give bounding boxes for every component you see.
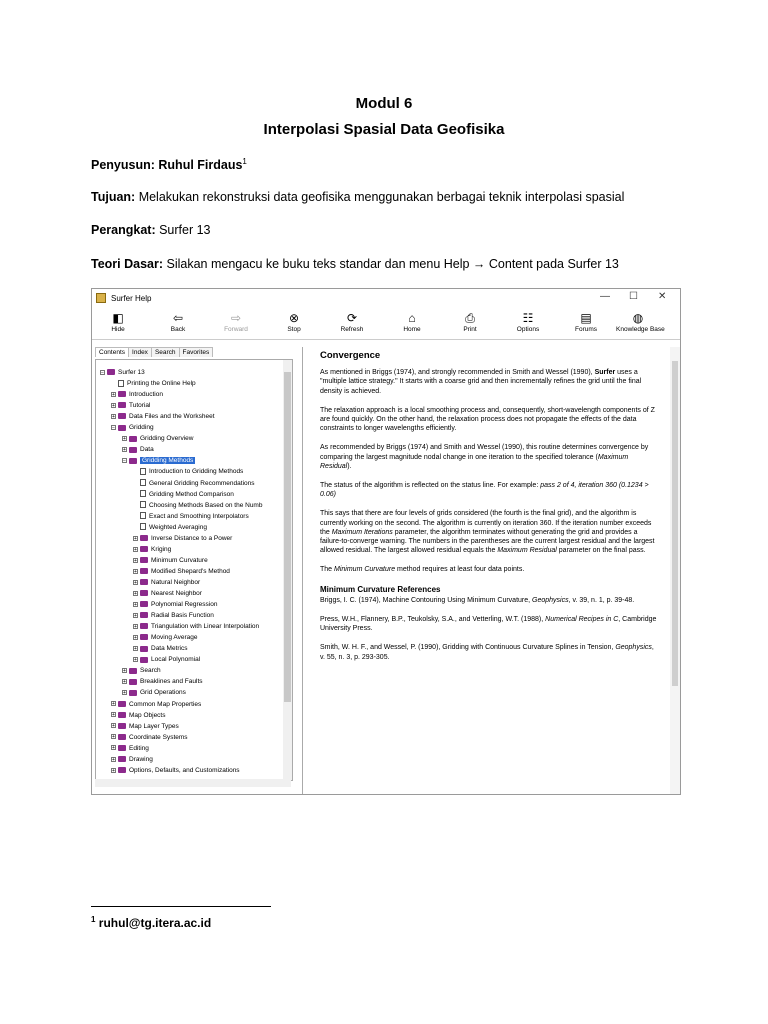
tree-item-label: Inverse Distance to a Power — [151, 534, 233, 542]
help-page-icon — [140, 490, 146, 497]
book-icon — [140, 623, 148, 629]
tree-item-label: Common Map Properties — [129, 700, 202, 708]
help-content-pane — [304, 347, 680, 794]
forward-arrow-icon: ⇨ — [230, 311, 242, 325]
contents-tree[interactable] — [95, 359, 293, 781]
book-icon — [118, 723, 126, 729]
tree-item-label: Data Metrics — [151, 645, 188, 653]
tree-item-label: Surfer 13 — [118, 369, 145, 376]
toolbar-knowledge-base-button[interactable] — [616, 311, 665, 335]
footnote-divider — [91, 906, 271, 907]
tree-item[interactable] — [111, 733, 188, 742]
tree-item-label: Gridding Overview — [140, 435, 194, 443]
toolbar-button-label: Knowledge Base — [616, 326, 665, 333]
tab-search[interactable]: Search — [151, 347, 180, 357]
close-button[interactable]: ✕ — [658, 291, 667, 302]
tree-item[interactable] — [133, 523, 207, 532]
help-page-icon — [140, 479, 146, 486]
tree-item-label: Kriging — [151, 545, 172, 553]
expand-icon[interactable]: + — [134, 657, 137, 664]
book-icon — [118, 391, 126, 397]
author-label: Penyusun: — [91, 158, 155, 173]
tree-item-label: Gridding Methods — [142, 457, 194, 465]
tree-item-label: Grid Operations — [140, 689, 186, 697]
book-icon — [129, 447, 137, 453]
tree-item-label: Tutorial — [129, 402, 151, 410]
book-icon — [118, 712, 126, 718]
toolbar-button-label: Print — [463, 326, 477, 333]
book-icon — [129, 668, 137, 674]
forums-icon: ▤ — [580, 311, 592, 325]
theory-line — [91, 257, 619, 271]
help-article — [320, 351, 660, 672]
tab-index[interactable]: Index — [128, 347, 152, 357]
toolbar-button-label: Forward — [224, 326, 248, 333]
book-icon — [140, 535, 148, 541]
toolbar-options-button[interactable] — [506, 311, 550, 335]
tree-item[interactable] — [111, 379, 196, 388]
collapse-icon[interactable]: − — [123, 458, 126, 465]
goal-text: Melakukan rekonstruksi data geofisika menggunakan berbagai teknik interpolasi spasial — [138, 190, 625, 204]
expand-icon[interactable]: + — [134, 646, 137, 653]
tree-item[interactable] — [122, 434, 193, 443]
tree-horizontal-scrollbar[interactable] — [95, 779, 291, 787]
tree-item-label: Minimum Curvature — [151, 556, 208, 564]
tree-item-label: Search — [140, 667, 161, 675]
tree-item[interactable] — [111, 390, 163, 399]
tree-item[interactable] — [111, 700, 201, 709]
help-page-icon — [140, 523, 146, 530]
toolbar-back-button[interactable] — [156, 311, 200, 335]
reference-1: Briggs, I. C. (1974), Machine Contouring Using Minimum Curvature, Geophysics, v. 39, n. 1, p. 39-48. — [320, 596, 635, 604]
book-icon — [118, 745, 126, 751]
minimize-button[interactable]: — — [600, 291, 610, 302]
book-icon — [140, 579, 148, 585]
paragraph-2: The relaxation approach is a local smoothing process and, consequently, short-wavelength components of Z are found quickly. On the other hand, the relaxation process does not propagate the effects of the data constraints to longer wavelengths efficiently. — [320, 406, 655, 433]
book-icon — [140, 612, 148, 618]
tree-item-label: Data — [140, 446, 154, 454]
footnote: $^1$ ruhul@tg.itera.ac.id — [91, 915, 212, 930]
book-icon — [140, 590, 148, 596]
tree-item[interactable] — [133, 479, 255, 488]
window-title: Surfer Help — [111, 294, 152, 303]
refresh-icon: ⟳ — [346, 311, 358, 325]
author-footnote-ref: 1 — [242, 157, 247, 166]
tool-label: Perangkat: — [91, 223, 156, 237]
tree-item[interactable] — [133, 545, 171, 554]
expand-icon[interactable]: + — [134, 579, 137, 586]
reference-3: Smith, W. H. F., and Wessel, P. (1990), Gridding with Continuous Curvature Splines in Tension, Geophysics, v. 55, n. 3, p. 293-305. — [320, 644, 654, 661]
tree-item[interactable] — [111, 766, 240, 775]
tree-item[interactable] — [100, 368, 145, 377]
toolbar-stop-button[interactable] — [272, 311, 316, 335]
expand-icon[interactable]: + — [123, 690, 126, 697]
tree-item-label: Coordinate Systems — [129, 733, 188, 741]
toolbar-forums-button[interactable] — [564, 311, 608, 335]
tree-item[interactable] — [133, 611, 214, 620]
tree-item-label: Polynomial Regression — [151, 601, 218, 609]
tree-item[interactable] — [122, 677, 203, 686]
book-icon — [129, 679, 137, 685]
expand-icon[interactable]: + — [123, 668, 126, 675]
globe-icon: ◍ — [632, 311, 644, 325]
references-heading: Minimum Curvature References — [320, 584, 441, 594]
goal-line — [91, 190, 624, 204]
help-page-icon — [140, 501, 146, 508]
tree-item[interactable] — [133, 501, 262, 510]
toolbar-button-label: Forums — [574, 326, 598, 333]
tree-item-label: Data Files and the Worksheet — [129, 413, 215, 421]
expand-icon[interactable]: + — [134, 568, 137, 575]
tree-item-label: Map Layer Types — [129, 722, 179, 730]
book-icon — [140, 546, 148, 552]
window-titlebar — [92, 289, 680, 309]
book-icon — [140, 568, 148, 574]
tree-item-label: Natural Neighbor — [151, 578, 201, 586]
book-icon — [118, 413, 126, 419]
tree-item[interactable] — [133, 490, 234, 499]
help-toolbar — [92, 309, 680, 340]
tree-item-label: Gridding — [129, 424, 154, 432]
toolbar-button-label: Options — [516, 326, 540, 333]
expand-icon[interactable]: + — [112, 402, 115, 409]
theory-text: Silakan mengacu ke buku teks standar dan menu Help → Content pada Surfer 13 — [166, 257, 619, 271]
expand-icon[interactable]: + — [134, 634, 137, 641]
hide-icon: ◧ — [112, 311, 124, 325]
print-icon: ⎙ — [465, 311, 475, 325]
help-page-icon — [118, 380, 124, 387]
toolbar-hide-button[interactable] — [96, 311, 140, 335]
back-arrow-icon: ⇦ — [172, 311, 184, 325]
expand-icon[interactable]: + — [123, 679, 126, 686]
tree-vertical-scrollbar[interactable] — [283, 360, 292, 780]
expand-icon[interactable]: + — [112, 391, 115, 398]
paragraph-3: As recommended by Briggs (1974) and Smith and Wessel (1990), this routine determines convergence by comparing the largest magnitude nodal change in one iteration to the specified tolerance (Maximum Residual). — [320, 444, 649, 470]
tree-item-label: Breaklines and Faults — [140, 678, 203, 686]
book-icon — [118, 701, 126, 707]
content-vertical-scrollbar[interactable] — [670, 347, 680, 794]
tree-item[interactable] — [133, 589, 202, 598]
tree-item-label: Triangulation with Linear Interpolation — [151, 623, 260, 631]
tree-item[interactable] — [133, 567, 230, 576]
tree-item-label: Printing the Online Help — [127, 380, 196, 388]
tree-item-label: Introduction to Gridding Methods — [149, 468, 244, 476]
tree-item-label: Gridding Method Comparison — [149, 490, 234, 498]
toolbar-button-label: Hide — [111, 326, 125, 333]
toolbar-refresh-button[interactable] — [330, 311, 374, 335]
home-icon: ⌂ — [408, 311, 416, 325]
expand-icon[interactable]: + — [112, 734, 115, 741]
help-page-icon — [140, 512, 146, 519]
nav-tabs — [95, 347, 212, 359]
tree-item-label: Choosing Methods Based on the Numb — [149, 501, 263, 509]
toolbar-home-button[interactable] — [390, 311, 434, 335]
toolbar-print-button[interactable] — [448, 311, 492, 335]
expand-icon[interactable]: + — [112, 723, 115, 730]
tree-item-label: Modified Shepard's Method — [151, 567, 230, 575]
footnote-email: ruhul@tg.itera.ac.id — [98, 916, 212, 930]
expand-icon[interactable]: + — [134, 623, 137, 630]
tree-item[interactable] — [133, 467, 243, 476]
expand-icon[interactable]: + — [134, 601, 137, 608]
toolbar-button-label: Back — [170, 326, 186, 333]
navigation-pane — [92, 347, 303, 794]
collapse-icon[interactable]: − — [112, 425, 115, 432]
book-icon — [140, 601, 148, 607]
tree-item-label: Local Polynomial — [151, 656, 201, 664]
book-icon — [118, 734, 126, 740]
tree-item[interactable] — [133, 633, 198, 642]
expand-icon[interactable]: + — [123, 436, 126, 443]
open-book-icon — [107, 369, 115, 375]
help-app-icon — [96, 293, 106, 303]
toolbar-button-label: Stop — [287, 326, 301, 333]
tree-item[interactable] — [111, 744, 149, 753]
paragraph-6: The Minimum Curvature method requires at least four data points. — [320, 566, 525, 574]
tree-item[interactable] — [111, 711, 166, 720]
book-icon — [129, 690, 137, 696]
book-icon — [118, 402, 126, 408]
expand-icon[interactable]: + — [112, 413, 115, 420]
tree-item[interactable] — [122, 688, 186, 697]
module-title: Modul 6 — [355, 95, 413, 112]
tree-scroll-thumb[interactable] — [284, 372, 291, 702]
stop-icon: ⊗ — [288, 311, 300, 325]
open-book-icon — [129, 458, 137, 464]
maximize-button[interactable]: ☐ — [629, 291, 638, 302]
content-scroll-thumb[interactable] — [672, 361, 678, 686]
book-icon — [140, 657, 148, 663]
tool-line — [91, 223, 211, 237]
tab-contents[interactable]: Contents — [95, 347, 129, 357]
tree-item[interactable] — [122, 445, 154, 454]
tree-item[interactable] — [133, 534, 232, 543]
expand-icon[interactable]: + — [134, 612, 137, 619]
tree-item[interactable] — [133, 644, 187, 653]
expand-icon[interactable]: + — [134, 590, 137, 597]
toolbar-button-label: Refresh — [340, 326, 364, 333]
tree-item-label: Radial Basis Function — [151, 612, 214, 620]
tree-item[interactable] — [122, 456, 195, 465]
tree-item-label: Weighted Averaging — [149, 523, 207, 531]
book-icon — [140, 634, 148, 640]
book-icon — [118, 767, 126, 773]
tree-item[interactable] — [133, 512, 249, 521]
tree-item[interactable] — [133, 578, 200, 587]
help-page-icon — [140, 468, 146, 475]
tree-item-label: General Gridding Recommendations — [149, 479, 255, 487]
paragraph-4: The status of the algorithm is reflected on the status line. For example: pass 2 of 4, iteration 360 (0.1234 > 0.06) — [320, 482, 649, 499]
theory-label: Teori Dasar: — [91, 257, 164, 271]
reference-2: Press, W.H., Flannery, B.P., Teukolsky, S.A., and Vetterling, W.T. (1988), Numerical Recipes in C, Cambridge University Press. — [320, 616, 657, 633]
expand-icon[interactable]: + — [134, 535, 137, 542]
tree-item-label: Moving Average — [151, 634, 198, 642]
tab-favorites[interactable]: Favorites — [179, 347, 214, 357]
open-book-icon — [118, 425, 126, 431]
expand-icon[interactable]: + — [112, 745, 115, 752]
tree-item[interactable] — [133, 655, 200, 664]
collapse-icon[interactable]: − — [101, 369, 104, 376]
book-icon — [140, 557, 148, 563]
tree-item-label: Drawing — [129, 755, 153, 763]
author-line — [91, 157, 247, 172]
tree-item[interactable] — [133, 600, 217, 609]
toolbar-forward-button[interactable] — [214, 311, 258, 335]
expand-icon[interactable]: + — [112, 756, 115, 763]
surfer-help-window — [91, 288, 681, 795]
book-icon — [118, 756, 126, 762]
expand-icon[interactable]: + — [112, 712, 115, 719]
tree-item-label: Nearest Neighbor — [151, 590, 202, 597]
tree-item[interactable] — [111, 722, 179, 731]
tree-item-label: Editing — [129, 744, 149, 752]
tree-item[interactable] — [122, 666, 161, 675]
tree-item[interactable] — [111, 401, 150, 410]
tree-item-label: Exact and Smoothing Interpolators — [149, 512, 249, 520]
tree-item-label: Map Objects — [129, 711, 166, 719]
expand-icon[interactable]: + — [134, 546, 137, 553]
tree-item[interactable] — [133, 622, 259, 631]
tree-item[interactable] — [111, 755, 153, 764]
tree-item-label: Options, Defaults, and Customizations — [129, 766, 240, 774]
tree-item-label: Introduction — [129, 391, 163, 399]
goal-label: Tujuan: — [91, 190, 136, 204]
expand-icon[interactable]: + — [123, 447, 126, 454]
tree-item[interactable] — [111, 412, 215, 421]
article-heading: Convergence — [320, 350, 381, 361]
module-subtitle: Interpolasi Spasial Data Geofisika — [263, 121, 505, 138]
options-icon: ☷ — [522, 311, 534, 325]
book-icon — [129, 436, 137, 442]
tree-item[interactable] — [111, 423, 154, 432]
expand-icon[interactable]: + — [134, 557, 137, 564]
expand-icon[interactable]: + — [112, 701, 115, 708]
paragraph-1: As mentioned in Briggs (1974), and strongly recommended in Smith and Wessel (1990), Surfer uses a "multiple lattice strategy." It starts with a coarse grid and then incrementally refines the grid until the final density is achieved. — [320, 369, 642, 395]
toolbar-button-label: Home — [403, 326, 421, 333]
book-icon — [140, 646, 148, 652]
paragraph-5: This says that there are four levels of grids considered (the fourth is the final grid), and the algorithm is currently working on the second. The algorithm is currently on iteration 360. If the iteration number exceeds the Maximum Iterations parameter, the algorithm terminates without generating the grid and provides a failure-to-converge warning. The numbers in the parentheses are the current largest residual and the largest allowed residual. The largest allowed residual equals the Maximum Residual parameter on the final pass. — [320, 510, 655, 555]
tree-item[interactable] — [133, 556, 208, 565]
expand-icon[interactable]: + — [112, 767, 115, 774]
author-name: Ruhul Firdaus — [158, 158, 243, 173]
tool-text: Surfer 13 — [159, 223, 211, 237]
